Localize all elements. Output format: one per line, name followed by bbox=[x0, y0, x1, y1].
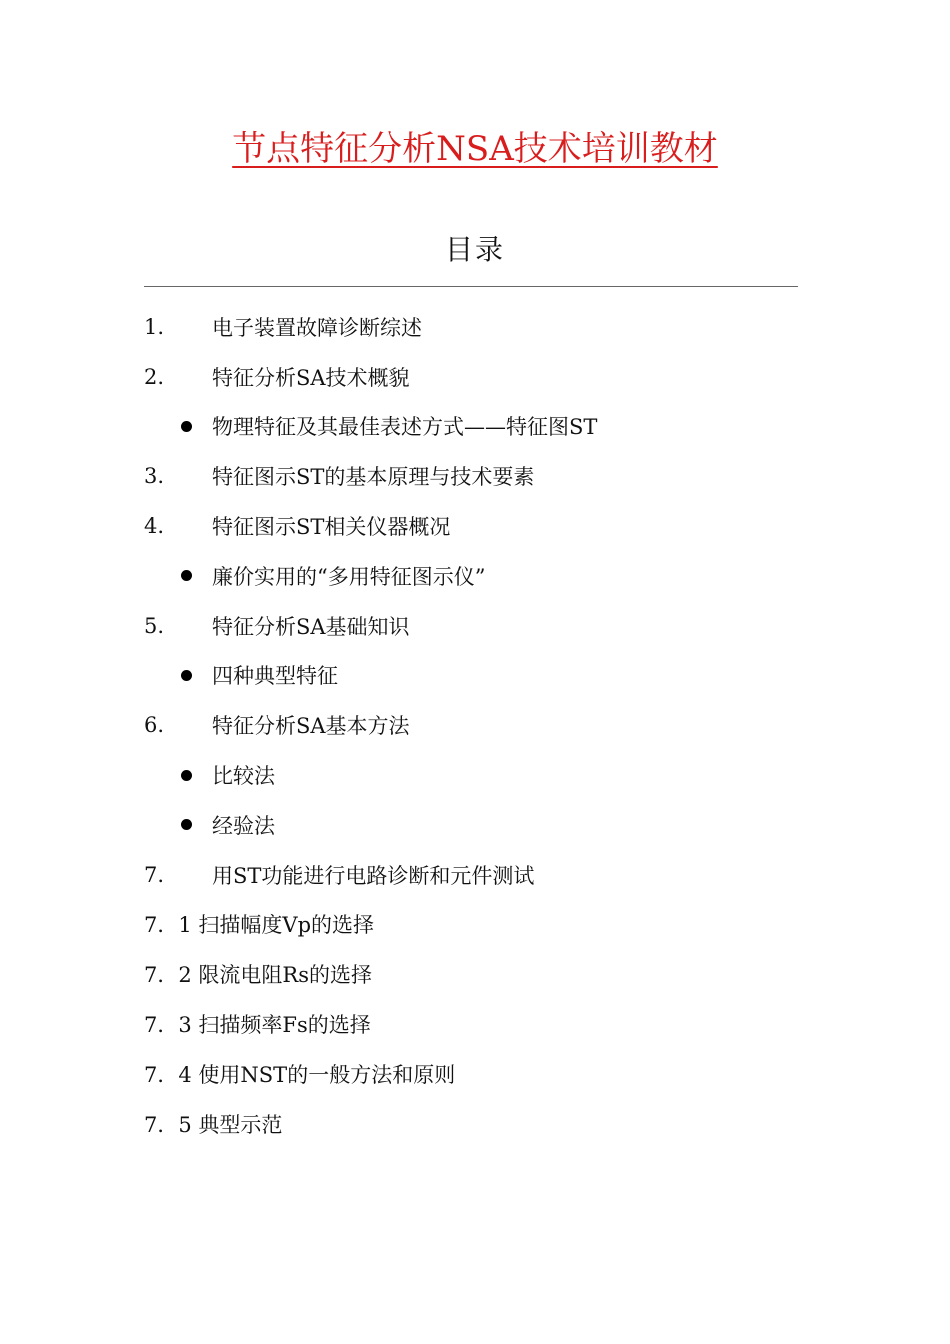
toc-item-label: 限流电阻Rs的选择 bbox=[198, 963, 373, 988]
bullet-icon bbox=[181, 570, 192, 581]
toc-item bbox=[144, 551, 804, 601]
document-title bbox=[0, 124, 950, 174]
toc-item-label: 典型示范 bbox=[198, 1112, 283, 1137]
bullet-icon bbox=[181, 819, 192, 830]
toc-item-label: 四种典型特征 bbox=[212, 664, 338, 689]
toc-item-label: 廉价实用的“多用特征图示仪” bbox=[212, 564, 486, 589]
toc-item-number: 7．1 bbox=[144, 913, 192, 938]
toc-item bbox=[144, 900, 804, 950]
toc-item-number: 7．4 bbox=[144, 1062, 192, 1087]
document-title-text: 节点特征分析NSA技术培训教材 bbox=[232, 129, 718, 169]
toc-item-label: 特征图示ST的基本原理与技术要素 bbox=[212, 465, 535, 490]
toc-item bbox=[144, 999, 804, 1049]
toc-item bbox=[144, 302, 804, 352]
toc-item bbox=[144, 651, 804, 701]
toc-item-number: 7．2 bbox=[144, 963, 192, 988]
toc-item-number: 2. bbox=[144, 364, 165, 389]
toc-item-label: 特征分析SA基础知识 bbox=[212, 614, 410, 639]
toc-item-label: 用ST功能进行电路诊断和元件测试 bbox=[212, 863, 535, 888]
toc-item-label: 比较法 bbox=[212, 764, 275, 789]
toc-item-number: 7．5 bbox=[144, 1112, 192, 1137]
toc-item-gap bbox=[192, 962, 199, 986]
toc-item bbox=[144, 501, 804, 551]
toc-item bbox=[144, 750, 804, 800]
toc-item-gap bbox=[192, 1112, 199, 1136]
toc-item-gap bbox=[192, 1062, 199, 1086]
toc-item-label: 使用NST的一般方法和原则 bbox=[198, 1062, 456, 1087]
toc-item-label: 扫描频率Fs的选择 bbox=[198, 1013, 371, 1038]
toc-item-label: 扫描幅度Vp的选择 bbox=[198, 913, 375, 938]
toc-item-number: 7．3 bbox=[144, 1013, 192, 1038]
toc-item bbox=[144, 451, 804, 501]
toc-item-number: 4. bbox=[144, 514, 165, 539]
toc-item bbox=[144, 1049, 804, 1099]
toc-item-number: 3. bbox=[144, 464, 165, 489]
toc-item-number: 6. bbox=[144, 713, 165, 738]
bullet-icon bbox=[181, 770, 192, 781]
toc-item-label: 经验法 bbox=[212, 813, 275, 838]
toc-item bbox=[144, 949, 804, 999]
toc-list bbox=[144, 302, 804, 1149]
toc-item bbox=[144, 352, 804, 402]
toc-item bbox=[144, 1099, 804, 1149]
toc-item bbox=[144, 601, 804, 651]
toc-item-number: 7. bbox=[144, 862, 165, 887]
toc-item-label: 特征图示ST相关仪器概况 bbox=[212, 515, 451, 540]
toc-item-label: 物理特征及其最佳表述方式——特征图ST bbox=[212, 415, 598, 440]
toc-item-gap bbox=[192, 1012, 199, 1036]
toc-item bbox=[144, 700, 804, 750]
toc-heading: 目录 bbox=[444, 233, 505, 266]
toc-item-label: 电子装置故障诊断综述 bbox=[212, 315, 422, 340]
toc-item-label: 特征分析SA技术概貌 bbox=[212, 365, 410, 390]
bullet-icon bbox=[181, 670, 192, 681]
bullet-icon bbox=[181, 421, 192, 432]
toc-item-number: 1. bbox=[144, 314, 165, 339]
toc-item bbox=[144, 800, 804, 850]
toc-divider bbox=[144, 286, 798, 287]
toc-item bbox=[144, 402, 804, 452]
toc-item bbox=[144, 850, 804, 900]
toc-item-label: 特征分析SA基本方法 bbox=[212, 714, 410, 739]
toc-item-gap bbox=[192, 912, 199, 936]
toc-item-number: 5. bbox=[144, 613, 165, 638]
